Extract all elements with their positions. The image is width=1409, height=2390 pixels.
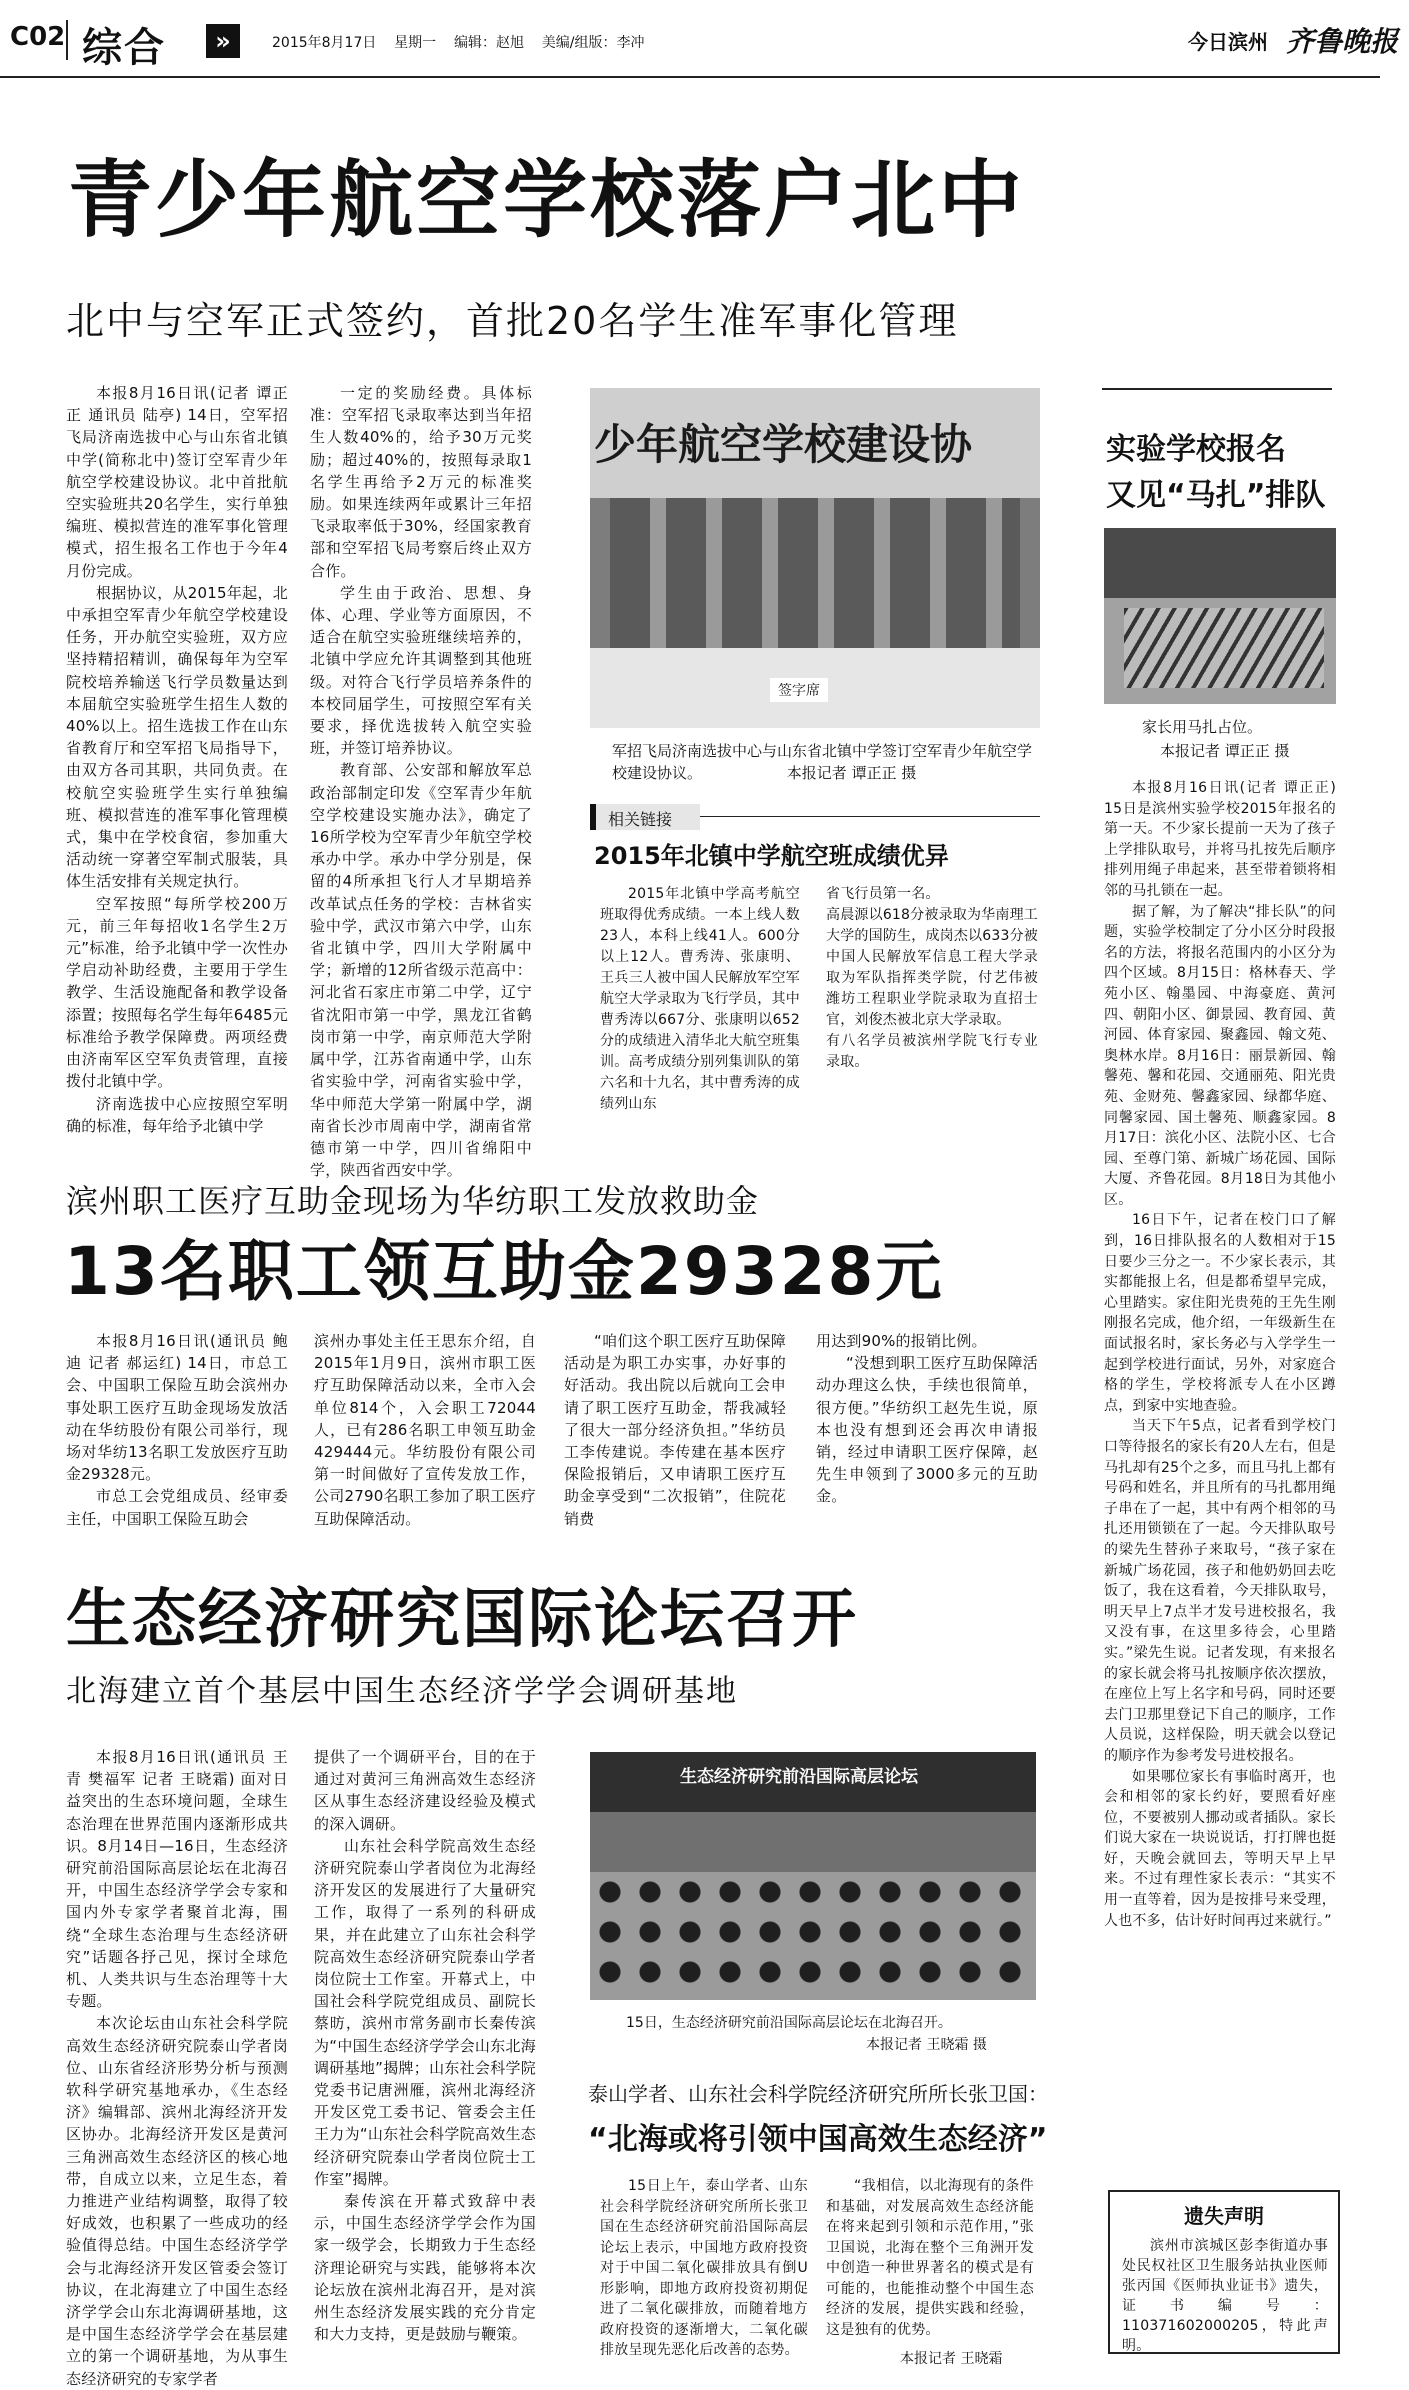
related-link-tag bbox=[590, 804, 700, 830]
paragraph: 教育部、公安部和解放军总政治部制定印发《空军青少年航空学校建设实施办法》，确定了16所学校为空军青少年航空学校承办中学。承办中学分别是，保留的4所承担飞行人才早期培养改革试点任务的学校：吉林省实验中学，武汉市第六中学，山东省北镇中学，四川大学附属中学；新增的12所省级示范高中：河北省石家庄市第二中学，辽宁省沈阳市第一中学，黑龙江省鹤岗市第一中学，南京师范大学附属中学，江苏省南通中学，山东省实验中学，河南省实验中学，华中师范大学第一附属中学，湖南省长沙市周南中学，湖南省常德市第一中学，四川省绵阳中学，陕西省西安中学。 bbox=[310, 761, 532, 1180]
article2-column-4 bbox=[816, 1330, 1038, 1508]
photo-wall bbox=[1104, 528, 1336, 598]
interview-column-1: 15日上午，泰山学者、山东社会科学院经济研究所所长张卫国在生态经济研究前沿国际高层论坛上表示，中国地方政府投资对于中国二氧化碳排放具有倒U形影响，即地方政府投资初期促进了二氧化碳排放，而随着地方政府投资的逐渐增大，二氧化碳排放呈现先恶化后改善的态势。 bbox=[600, 2178, 808, 2358]
paragraph: 据了解，为了解决“排长队”的问题，实验学校制定了分小区分时段报名的方法，将报名范围内的小区分为四个区域。8月15日：格林春天、学苑小区、翰墨园、中海豪庭、黄河四、朝阳小区、御景园、教育园、黄河园、体育家园、聚鑫园、翰文苑、奥林水岸。8月16日：丽景新园、翰馨苑、馨和花园、交通丽苑、阳光贵苑、金财苑、馨鑫家园、绿都华庭、同馨家园、国土馨苑、顺鑫家园。8月17日：滨化小区、法院小区、七合园、至尊门第、新城广场花园、国际大厦、齐鲁花园。8月18日为其他小区。 bbox=[1104, 903, 1336, 1208]
interview-kicker: 泰山学者、山东社会科学院经济研究所所长张卫国： bbox=[588, 2082, 1048, 2106]
paragraph: 本次论坛由山东社会科学院高效生态经济研究院泰山学者岗位、山东省经济形势分析与预测软科学研究基地承办，《生态经济》编辑部、滨州北海经济开发区协办。北海经济开发区是黄河三角洲高效生态经济区的核心地带，自成立以来，立足生态，着力推进产业结构调整，取得了较好成效，也积累了一些成功的经验值得总结。中国生态经济学学会与北海经济开发区管委会签订协议，在北海建立了中国生态经济学学会山东北海调研基地，这是中国生态经济学学会在基层建立的第一个调研基地，为从事生态经济研究的专家学者 bbox=[66, 2014, 288, 2388]
sidebar-title-2: 又见“马扎”排队 bbox=[1106, 478, 1326, 513]
paragraph: 滨州办事处主任王思东介绍，自2015年1月9日，滨州市职工医疗互助保障活动以来，全市入会单位814个，入会职工72044人，已有286名职工申领互助金429444元。华纺股份有限公司第一时间做好了宣传发放工作，公司2790名职工参加了职工医疗互助保障活动。 bbox=[314, 1332, 536, 1528]
related-column-1: 2015年北镇中学高考航空班取得优秀成绩。一本上线人数23人，本科上线41人。600分以上12人。曹秀涛、张康明、王兵三人被中国人民解放军空军航空大学录取为飞行学员，其中曹秀涛以667分、张康明以652分的成绩进入清华北大航空班集训。高考成绩分别列集训队的第六名和十九名，其中曹秀涛的成绩列山东 bbox=[600, 886, 800, 1112]
article3-column-1 bbox=[66, 1746, 288, 2390]
article2-column-3 bbox=[564, 1330, 786, 1530]
paragraph: “没想到职工医疗互助保障活动办理这么快，手续也很简单，很方便。”华纺织工赵先生说，原本也没有想到还会再次申请报销，经过申请职工医疗保障，赵先生申领到了3000多元的互助金。 bbox=[816, 1354, 1038, 1506]
article3-column-2 bbox=[314, 1746, 536, 2345]
paragraph: 市总工会党组成员、经审委主任，中国职工保险互助会 bbox=[66, 1487, 288, 1528]
article2-headline: 13名职工领互助金29328元 bbox=[64, 1233, 944, 1310]
photo-people bbox=[610, 498, 1020, 648]
paragraph: 用达到90%的报销比例。 bbox=[816, 1332, 987, 1350]
article2-column-2 bbox=[314, 1330, 536, 1530]
notice-title: 遗失声明 bbox=[1184, 2204, 1264, 2228]
issue-meta: 2015年8月17日 星期一 编辑：赵旭 美编/组版：李冲 bbox=[272, 35, 645, 51]
paper-name: 今日滨州 bbox=[1188, 30, 1268, 54]
paragraph: 秦传滨在开幕式致辞中表示，中国生态经济学学会作为国家一级学会，长期致力于生态经济理论研究与实践，能够将本次论坛放在滨州北海召开，是对滨州生态经济发展实践的充分肯定和大力支持，更是鼓励与鞭策。 bbox=[314, 2192, 536, 2344]
paragraph: 本报8月16日讯(通讯员 王青 樊福军 记者 王晓霜) 面对日益突出的生态环境问题，全球生态治理在世界范围内逐渐形成共识。8月14日—16日，生态经济研究前沿国际高层论坛在北海召开，中国生态经济学学会专家和国内外专家学者聚首北海，围绕“全球生态治理与生态经济研究”话题各抒己见，探讨全球危机、人类共识与生态治理等十大专题。 bbox=[66, 1748, 288, 2011]
photo1-credit: 本报记者 谭正正 摄 bbox=[786, 764, 917, 782]
sidebar-photo-caption: 家长用马扎占位。 bbox=[1142, 718, 1263, 736]
related-link-label: 相关链接 bbox=[608, 810, 673, 829]
article3-subhead: 北海建立首个基层中国生态经济学学会调研基地 bbox=[66, 1674, 738, 1709]
interview-column-2: “我相信，以北海现有的条件和基础，对发展高效生态经济能在将来起到引领和示范作用，”张卫国说，北海在整个三角洲开发中创造一种世界著名的模式是有可能的，也能推动整个中国生态经济的发展，提供实践和经验，这是独有的优势。 bbox=[826, 2178, 1034, 2338]
article1-subhead: 北中与空军正式签约，首批20名学生准军事化管理 bbox=[66, 299, 959, 343]
article1-column-2 bbox=[310, 382, 532, 1181]
photo-sign-card: 签字席 bbox=[770, 678, 828, 702]
paper-brand-logo: 齐鲁晚报 bbox=[1286, 25, 1399, 58]
photo3-credit: 本报记者 王晓霜 摄 bbox=[866, 2037, 987, 2053]
sidebar-top-rule bbox=[1102, 388, 1332, 390]
paragraph: 山东社会科学院高效生态经济研究院泰山学者岗位为北海经济开发区的发展进行了大量研究工作，取得了一系列的科研成果，并在此建立了山东社会科学院高效生态经济研究院泰山学者岗位院士工作室。开幕式上，中国社会科学院党组成员、副院长蔡昉，滨州市常务副市长秦传滨为“中国生态经济学学会山东北海调研基地”揭牌；山东社会科学院党委书记唐洲雁，滨州北海经济开发区党工委书记、管委会主任王力为“山东社会科学院高效生态经济研究院泰山学者岗位院士工作室”揭牌。 bbox=[314, 1836, 536, 2188]
article3-headline: 生态经济研究国际论坛召开 bbox=[66, 1583, 858, 1657]
sidebar-photo-credit: 本报记者 谭正正 摄 bbox=[1160, 742, 1290, 760]
section-arrow-icon: » bbox=[206, 24, 240, 58]
stools-queue-photo bbox=[1104, 528, 1336, 704]
photo-audience bbox=[590, 1872, 1036, 2000]
paragraph: 根据协议，从2015年起，北中承担空军青少年航空学校建设任务，开办航空实验班，双方应坚持精招精训，确保每年为空军院校培养输送飞行学员数量达到本届航空实验班学生招生人数的40%以上。招生选拔工作在山东省教育厅和空军招飞局指导下，由双方各司其职，共同负责。在校航空实验班学生实行单独编班、模拟营连的准军事化管理模式，集中在学校食宿，参加重大活动统一穿著空军制式服装，具体生活安排有关规定执行。 bbox=[66, 583, 288, 891]
article2-column-1 bbox=[66, 1330, 288, 1530]
photo-banner-text: 生态经济研究前沿国际高层论坛 bbox=[680, 1767, 918, 1787]
paragraph: 当天下午5点，记者看到学校门口等待报名的家长有20人左右，但是马扎却有25个之多，而且马扎上都有号码和姓名，并且所有的马扎都用绳子串在了一起，其中有两个相邻的马扎还用锁锁在了一起。今天排队取号的梁先生替孙子来取号，“孩子家在新城广场花园，孩子和他奶奶回去吃饭了，我在这看着，今天排队取号，明天早上7点半才发号进校报名，我又没有事，在这里多待会，心里踏实。”梁先生说。记者发现，有来报名的家长就会将马扎按顺序依次摆放，在座位上写上名字和号码，同时还要去门卫那里登记下自己的顺序，工作人员说，这样保险，明天就会以登记的顺序作为参考发号进校报名。 bbox=[1104, 1418, 1336, 1764]
paragraph: 本报8月16日讯(记者 谭正正) 15日是滨州实验学校2015年报名的第一天。不少家长提前一天为了孩子上学排队取号，并将马扎按先后顺序排列用绳子串起来，甚至带着锁将相邻的马扎锁在一起。 bbox=[1104, 780, 1336, 899]
masthead-divider bbox=[66, 20, 68, 60]
photo-banner-text: 少年航空学校建设协 bbox=[594, 420, 973, 469]
related-column-2: 省飞行员第一名。 高晨源以618分被录取为华南理工大学的国防生，成岗杰以633分被中国人民解放军信息工程大学录取为军队指挥类学院，付艺伟被潍坊工程职业学院录取为直招士官，刘俊杰被北京大学录取。 有八名学员被滨州学院飞行专业录取。 bbox=[826, 886, 1038, 1070]
masthead-rule bbox=[0, 76, 1380, 78]
photo1-caption bbox=[612, 740, 1036, 784]
photo3-caption: 15日，生态经济研究前沿国际高层论坛在北海召开。 bbox=[626, 2015, 952, 2031]
photo1-caption-text: 军招飞局济南选拔中心与山东省北镇中学签订空军青少年航空学校建设协议。 bbox=[612, 742, 1033, 782]
photo-stools bbox=[1124, 608, 1324, 688]
paragraph: 本报8月16日讯(通讯员 鲍迪 记者 郝运红) 14日，市总工会、中国职工保险互助会滨州办事处职工医疗互助金现场发放活动在华纺股份有限公司举行，现场对华纺13名职工发放医疗互助金29328元。 bbox=[66, 1332, 288, 1484]
interview-title: “北海或将引领中国高效生态经济” bbox=[588, 2122, 1048, 2157]
article1-column-1 bbox=[66, 382, 288, 1137]
interview-credit: 本报记者 王晓霜 bbox=[900, 2351, 1003, 2367]
paragraph: 如果哪位家长有事临时离开，也会和相邻的家长约好，要照看好座位，不要被别人挪动或者插队。家长们说大家在一块说说话，打打牌也挺好，天晚会就回去，等明天早上早来。不过有理性家长表示：“其实不用一直等着，因为是按排号来受理，人也不多，估计好时间再过来就行。” bbox=[1104, 1768, 1336, 1929]
lost-notice-box bbox=[1108, 2190, 1340, 2354]
forum-photo bbox=[590, 1752, 1036, 2000]
related-title: 2015年北镇中学航空班成绩优异 bbox=[594, 842, 949, 870]
section-name: 综合 bbox=[82, 25, 166, 71]
paragraph: 提供了一个调研平台，目的在于通过对黄河三角洲高效生态经济区从事生态经济建设经验及模式的深入调研。 bbox=[314, 1748, 536, 1833]
paragraph: 16日下午，记者在校门口了解到，16日排队报名的人数相对于15日要少三分之一。不少家长表示，其实都能报上名，但是都希望早完成，心里踏实。家住阳光贵苑的王先生刚刚报名完成，他介绍，一年级新生在面试报名时，家长务必与入学学生一起到学校进行面试，另外，对家庭合格的学生，学校将派专人在小区蹲点，到家中实地查验。 bbox=[1104, 1212, 1336, 1414]
notice-body: 滨州市滨城区彭李街道办事处民权社区卫生服务站执业医师张丙国《医师执业证书》遗失，证书编号：110371602000205，特此声明。 bbox=[1122, 2238, 1328, 2354]
paragraph: 济南选拔中心应按照空军明确的标准，每年给予北镇中学 bbox=[66, 1094, 288, 1135]
article1-headline: 青少年航空学校落户北中 bbox=[68, 151, 1026, 249]
masthead bbox=[0, 0, 1409, 90]
article2-kicker: 滨州职工医疗互助金现场为华纺职工发放救助金 bbox=[66, 1182, 760, 1220]
paragraph: 本报8月16日讯(记者 谭正正 通讯员 陆亭) 14日，空军招飞局济南选拔中心与山东省北镇中学(简称北中)签订空军青少年航空学校建设协议。北中首批航空实验班共20名学生，实行单独编班、模拟营连的准军事化管理模式，招生报名工作也于今年4月份完成。 bbox=[66, 384, 288, 580]
sidebar-body bbox=[1104, 778, 1336, 1931]
sidebar-title-1: 实验学校报名 bbox=[1106, 432, 1286, 467]
paragraph: 一定的奖励经费。具体标准：空军招飞录取率达到当年招生人数40%的，给予30万元奖励；超过40%的，按照每录取1名学生再给予2万元的标准奖励。如果连续两年或累计三年招飞录取率低于30%，经国家教育部和空军招飞局考察后终止双方合作。 bbox=[310, 384, 532, 580]
paragraph: “咱们这个职工医疗互助保障活动是为职工办实事，办好事的好活动。我出院以后就向工会申请了职工医疗互助金，帮我减轻了很大一部分经济负担。”华纺员工李传建说。李传建在基本医疗保险报销后，又申请职工医疗互助金享受到“二次报销”，住院花销费 bbox=[564, 1332, 786, 1528]
page-number: C02 bbox=[10, 22, 66, 52]
signing-ceremony-photo bbox=[590, 388, 1040, 728]
tag-bar bbox=[590, 804, 596, 830]
paragraph: 学生由于政治、思想、身体、心理、学业等方面原因，不适合在航空实验班继续培养的，北镇中学应允许其调整到其他班级。对符合飞行学员培养条件的本校同届学生，可按照空军有关要求，择优选拔转入航空实验班，并签订培养协议。 bbox=[310, 583, 532, 758]
related-rule bbox=[700, 816, 1040, 817]
paragraph: 空军按照“每所学校200万元，前三年每招收1名学生2万元”标准，给予北镇中学一次性办学启动补助经费，主要用于学生教学、生活设施配备和教学设备添置；按照每名学生每年6485元标准给予教学保障费。两项经费由济南军区空军负责管理，直接拨付北镇中学。 bbox=[66, 894, 288, 1091]
